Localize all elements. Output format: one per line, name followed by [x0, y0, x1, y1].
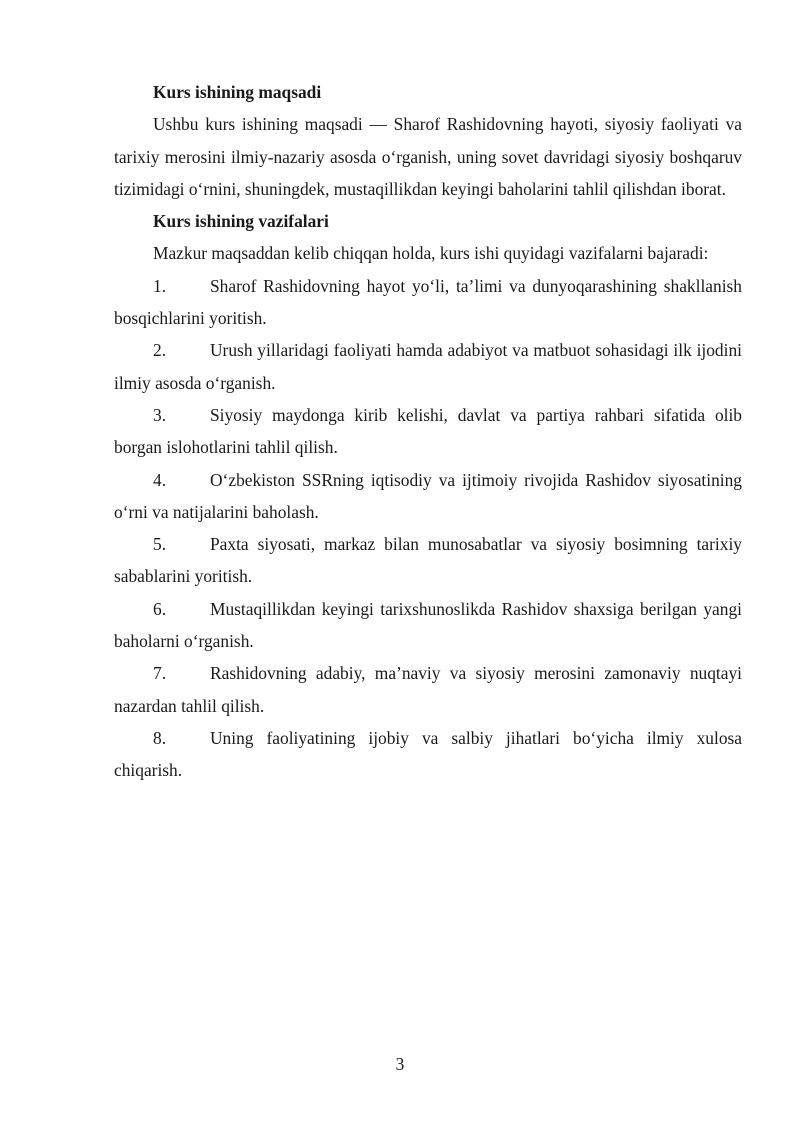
- task-number: 2.: [153, 340, 167, 361]
- tasks-list: [114, 270, 742, 787]
- task-item-1: [114, 270, 742, 335]
- goal-paragraph: Ushbu kurs ishining maqsadi — Sharof Rashidovning hayoti, siyosiy faoliyati va tarixiy merosini ilmiy-nazariy asosda o‘rganish, uning sovet davridagi siyosiy boshqaruv tizimidagi o‘rnini, shuningdek, mustaqillikdan keyingi baholarini tahlil qilishdan iborat.: [114, 114, 742, 199]
- task-text: Mustaqillikdan keyingi tarixshunoslikda Rashidov shaxsiga berilgan yangi baholarni o‘rganish.: [114, 598, 742, 652]
- task-item-6: [114, 593, 742, 658]
- task-item-8: [114, 722, 742, 787]
- task-item-2: [114, 334, 742, 399]
- task-text: Urush yillaridagi faoliyati hamda adabiyot va matbuot sohasidagi ilk ijodini ilmiy asosda o‘rganish.: [114, 340, 742, 393]
- task-text: Uning faoliyatining ijobiy va salbiy jihatlari bo‘yicha ilmiy xulosa chiqarish.: [114, 727, 742, 781]
- tasks-intro-paragraph: Mazkur maqsaddan kelib chiqqan holda, kurs ishi quyidagi vazifalarni bajaradi:: [153, 243, 709, 264]
- task-text: O‘zbekiston SSRning iqtisodiy va ijtimoiy rivojida Rashidov siyosatining o‘rni va natijalarini baholash.: [114, 469, 742, 522]
- task-item-7: [114, 657, 742, 722]
- task-text: Siyosiy maydonga kirib kelishi, davlat va partiya rahbari sifatida olib borgan islohotlarini tahlil qilish.: [114, 404, 742, 458]
- task-text: Sharof Rashidovning hayot yo‘li, ta’limi va dunyoqarashining shakllanish bosqichlarini yoritish.: [114, 275, 742, 329]
- section-heading-tasks: Kurs ishining vazifalari: [153, 211, 329, 232]
- task-number: 8.: [153, 727, 167, 748]
- task-number: 3.: [153, 404, 167, 425]
- task-number: 6.: [153, 598, 167, 619]
- task-number: 5.: [153, 534, 167, 555]
- task-item-3: [114, 399, 742, 464]
- task-item-4: [114, 464, 742, 529]
- page-content: [114, 76, 742, 787]
- task-item-5: [114, 528, 742, 593]
- task-number: 4.: [153, 469, 167, 490]
- task-text: Paxta siyosati, markaz bilan munosabatlar va siyosiy bosimning tarixiy sabablarini yoritish.: [114, 534, 742, 587]
- page-number: 3: [395, 1054, 405, 1074]
- section-heading-goal: Kurs ishining maqsadi: [153, 82, 322, 102]
- task-number: 7.: [153, 663, 167, 684]
- task-number: 1.: [153, 275, 167, 296]
- task-text: Rashidovning adabiy, ma’naviy va siyosiy merosini zamonaviy nuqtayi nazardan tahlil qilish.: [114, 663, 742, 716]
